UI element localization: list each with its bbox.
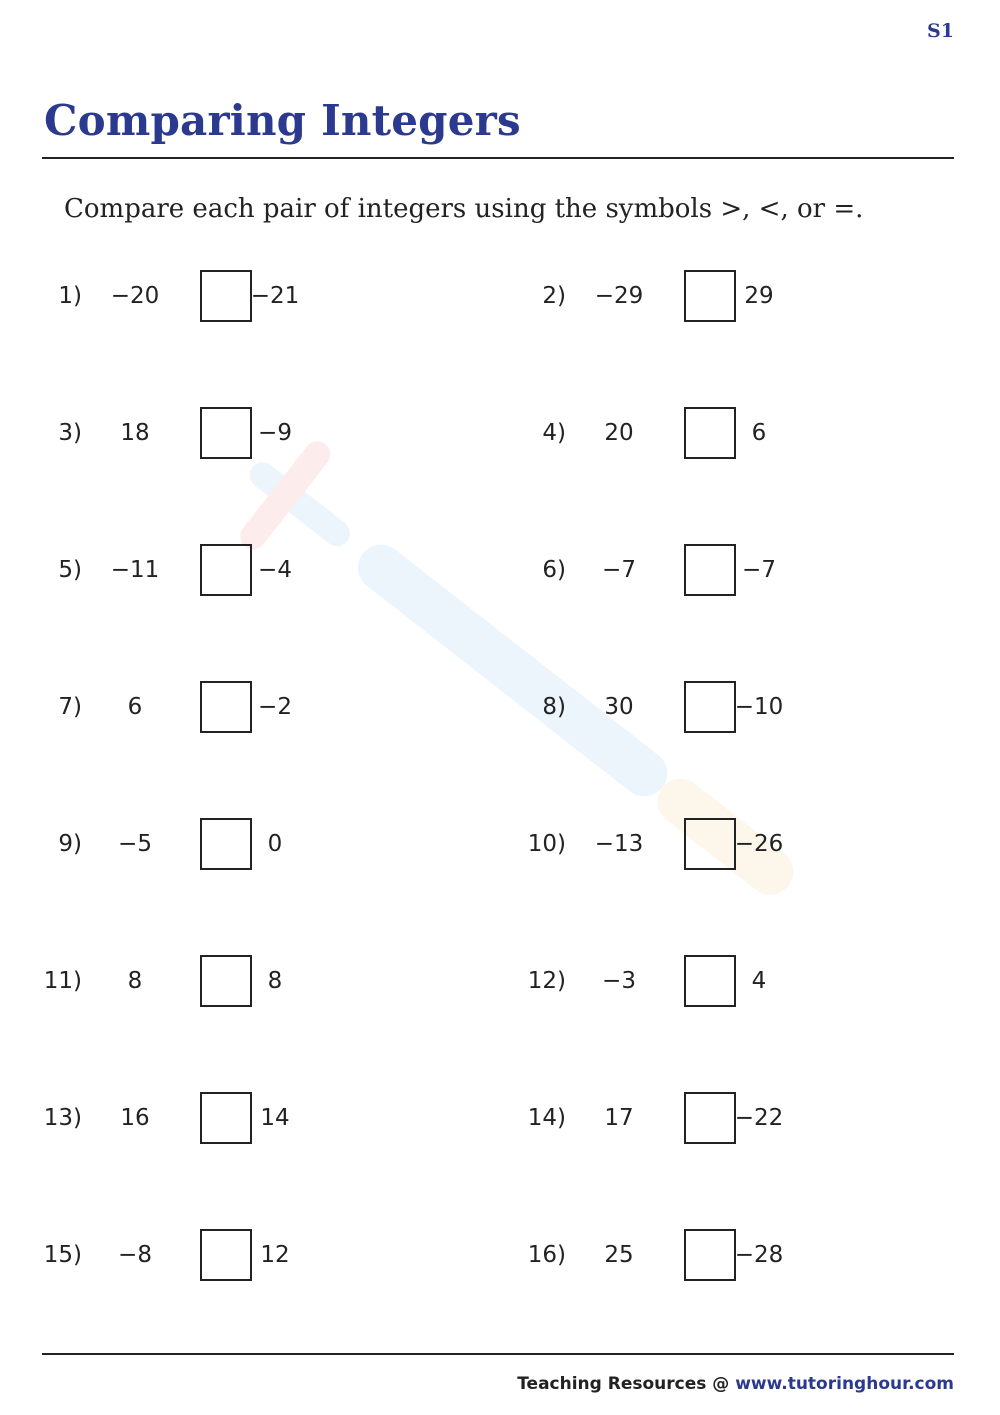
page-title: Comparing Integers: [44, 96, 521, 145]
problem-14: [484, 1092, 904, 1144]
problem-4: [484, 407, 904, 459]
second-integer: −26: [734, 831, 784, 857]
second-integer: −9: [258, 420, 292, 446]
problem-5: [0, 544, 420, 596]
first-integer: −8: [118, 1242, 152, 1268]
first-integer: −20: [110, 283, 160, 309]
problem-15: [0, 1229, 420, 1281]
second-integer: −22: [734, 1105, 784, 1131]
problem-8: [484, 681, 904, 733]
first-integer: −3: [602, 968, 636, 994]
problem-12: [484, 955, 904, 1007]
problem-number: 16): [527, 1242, 566, 1268]
first-integer: 16: [120, 1105, 150, 1131]
problem-number: 4): [542, 420, 566, 446]
problem-7: [0, 681, 420, 733]
instruction-text: Compare each pair of integers using the symbols >, <, or =.: [64, 194, 864, 224]
first-integer: −5: [118, 831, 152, 857]
problem-number: 15): [43, 1242, 82, 1268]
footer-label: Teaching Resources @: [517, 1374, 736, 1394]
problem-11: [0, 955, 420, 1007]
first-integer: 20: [604, 420, 634, 446]
problem-6: [484, 544, 904, 596]
first-integer: 18: [120, 420, 150, 446]
first-integer: 8: [127, 968, 143, 994]
second-integer: 8: [267, 968, 283, 994]
second-integer: −28: [734, 1242, 784, 1268]
problem-13: [0, 1092, 420, 1144]
problem-16: [484, 1229, 904, 1281]
problem-number: 2): [542, 283, 566, 309]
first-integer: 6: [127, 694, 143, 720]
first-integer: 25: [604, 1242, 634, 1268]
second-integer: 0: [267, 831, 283, 857]
problem-number: 10): [527, 831, 566, 857]
problem-3: [0, 407, 420, 459]
footer-url-link[interactable]: www.tutoringhour.com: [735, 1374, 954, 1394]
problem-number: 8): [542, 694, 566, 720]
problem-1: [0, 270, 420, 322]
page-code: S1: [927, 20, 954, 42]
first-integer: −29: [594, 283, 644, 309]
second-integer: 6: [751, 420, 767, 446]
first-integer: −7: [602, 557, 636, 583]
second-integer: 12: [260, 1242, 290, 1268]
problem-number: 14): [527, 1105, 566, 1131]
footer: [517, 1374, 954, 1394]
problem-10: [484, 818, 904, 870]
second-integer: 14: [260, 1105, 290, 1131]
second-integer: −7: [742, 557, 776, 583]
problem-number: 12): [527, 968, 566, 994]
problem-2: [484, 270, 904, 322]
second-integer: −10: [734, 694, 784, 720]
first-integer: −13: [594, 831, 644, 857]
first-integer: 17: [604, 1105, 634, 1131]
problem-number: 7): [58, 694, 82, 720]
first-integer: −11: [110, 557, 160, 583]
problem-number: 5): [58, 557, 82, 583]
problem-number: 11): [43, 968, 82, 994]
second-integer: −2: [258, 694, 292, 720]
problem-number: 9): [58, 831, 82, 857]
problem-9: [0, 818, 420, 870]
problem-number: 13): [43, 1105, 82, 1131]
problem-number: 1): [58, 283, 82, 309]
second-integer: 29: [744, 283, 774, 309]
problem-number: 6): [542, 557, 566, 583]
problem-number: 3): [58, 420, 82, 446]
second-integer: −4: [258, 557, 292, 583]
second-integer: −21: [250, 283, 300, 309]
first-integer: 30: [604, 694, 634, 720]
footer-divider: [42, 1353, 954, 1355]
second-integer: 4: [751, 968, 767, 994]
